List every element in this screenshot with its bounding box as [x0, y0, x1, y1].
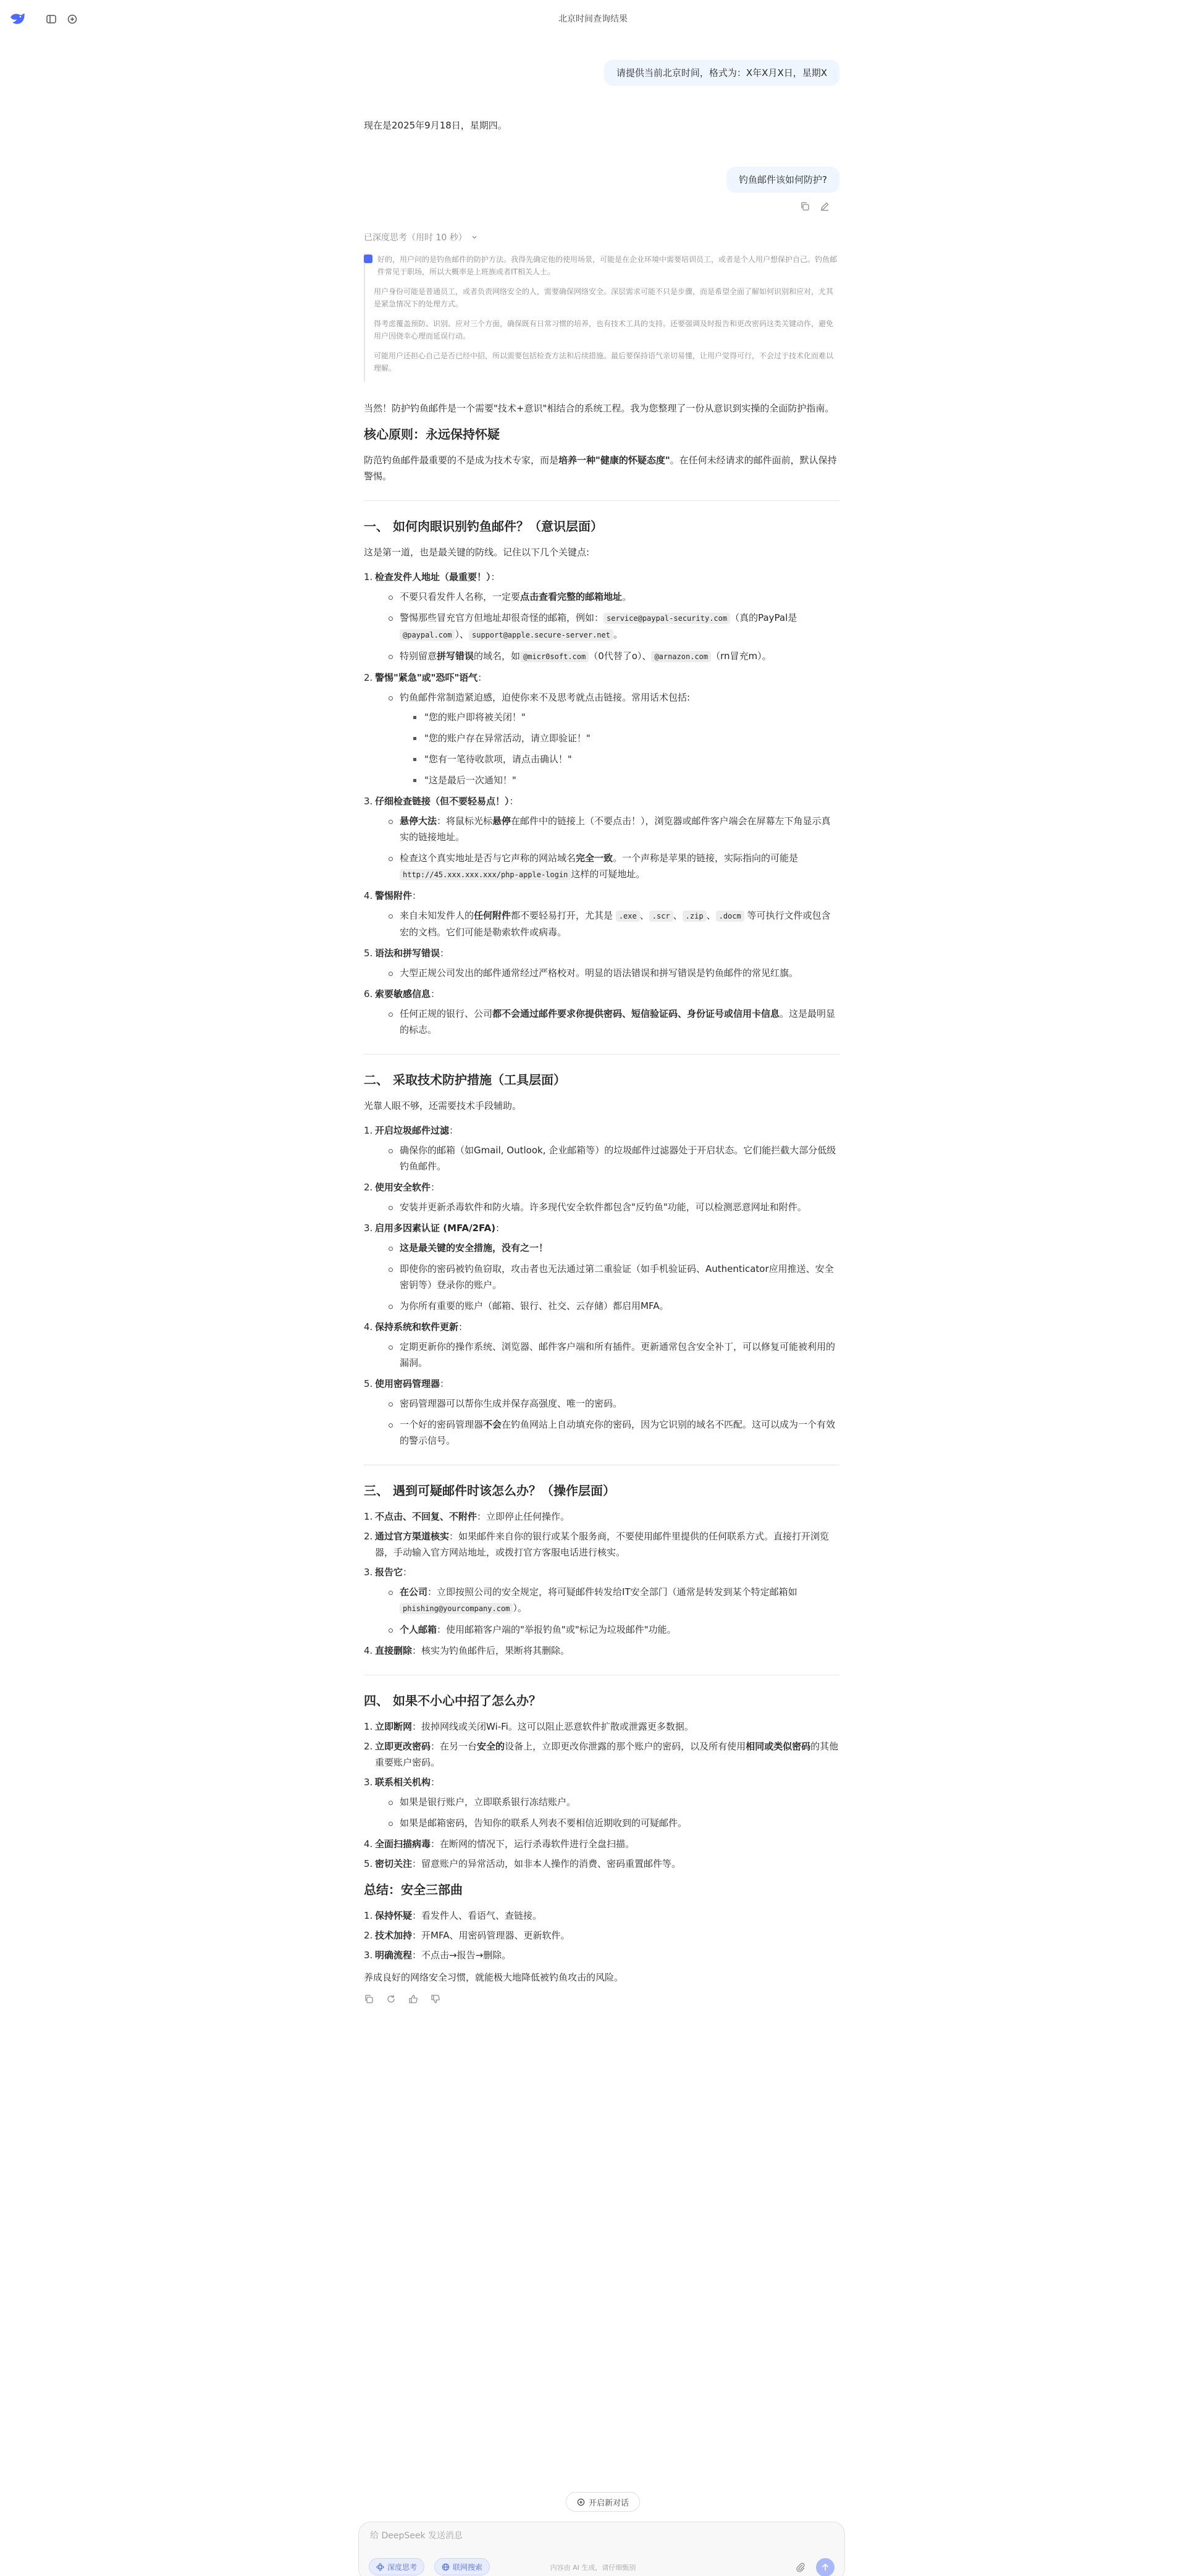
- numbered-list: [364, 1122, 839, 1449]
- list-item: 如果是邮箱密码，告知你的联系人列表不要相信近期收到的可疑邮件。: [387, 1815, 839, 1831]
- list-item: "您的账户即将被关闭！": [412, 709, 839, 725]
- new-chat-button[interactable]: [566, 2492, 640, 2512]
- list-item: 3. 启用多因素认证 (MFA/2FA)： 这是最关键的安全措施，没有之一！ 即使你的密码被钓鱼窃取，攻击者也无法通过第二重验证（如手机验证码、Authenticator应用推送、安全密钥等）登录你的账户。 为你所有重要的账户（邮箱、银行、社交、云存储）都启用MFA。: [364, 1220, 839, 1314]
- list-item: 3. 仔细检查链接（但不要轻易点！）： 悬停大法：将鼠标光标悬停在邮件中的链接上（不要点击！），浏览器或邮件客户端会在屏幕左下角显示真实的链接地址。 检查这个真实地址是否与它声称的网站域名完全一致。一个声称是苹果的链接，实际指向的可能是http://45.xxx.xxx.xxx/php-apple-login 这样的可疑地址。: [364, 793, 839, 883]
- list-item: 2. 通过官方渠道核实：如果邮件来自你的银行或某个服务商，不要使用邮件里提供的任何联系方式。直接打开浏览器，手动输入官方网站地址，或拨打官方客服电话进行核实。: [364, 1531, 830, 1558]
- list-item: 检查这个真实地址是否与它声称的网站域名完全一致。一个声称是苹果的链接，实际指向的可能是http://45.xxx.xxx.xxx/php-apple-login 这样的可疑地址。: [387, 850, 839, 883]
- list-item: 1. 不点击、不回复、不附件：立即停止任何操作。: [364, 1511, 570, 1522]
- thinking-paragraph: 用户身份可能是普通员工，或者负责网络安全的人，需要确保网络安全。深层需求可能不只是步骤，而是希望全面了解如何识别和应对，尤其是紧急情况下的处理方式。: [374, 287, 834, 308]
- list-item: 1. 保持怀疑：看发件人、看语气、查链接。: [364, 1910, 542, 1921]
- web-search-label: 联网搜索: [453, 2562, 483, 2572]
- list-item: 即使你的密码被钓鱼窃取，攻击者也无法通过第二重验证（如手机验证码、Authenticator应用推送、安全密钥等）登录你的账户。: [387, 1261, 839, 1293]
- thinking-content: [364, 253, 839, 382]
- numbered-list: [364, 1908, 839, 1963]
- thinking-paragraph: 可能用户还担心自己是否已经中招，所以需要包括检查方法和后续措施。最后要保持语气亲切易懂，让用户觉得可行，不会过于技术化而难以理解。: [374, 351, 834, 373]
- section-heading: 一、 如何肉眼识别钓鱼邮件？（意识层面）: [364, 519, 603, 534]
- user-message: 请提供当前北京时间，格式为：X年X月X日，星期X: [604, 60, 839, 86]
- list-item: 4. 全面扫描病毒：在断网的情况下，运行杀毒软件进行全盘扫描。: [364, 1838, 635, 1850]
- thinking-paragraph: 得考虑覆盖预防、识别、应对三个方面，确保既有日常习惯的培养，也有技术工具的支持。还要强调及时报告和更改密码这类关键动作，避免用户因侥幸心理而延误行动。: [374, 319, 834, 340]
- thumbs-down-icon[interactable]: [431, 1994, 440, 2004]
- new-chat-label: 开启新对话: [588, 2498, 629, 2508]
- list-item: 2. 使用安全软件： 安装并更新杀毒软件和防火墙。许多现代安全软件都包含"反钓鱼"功能，可以检测恶意网址和附件。: [364, 1179, 839, 1215]
- answer-paragraph: 这是第一道，也是最关键的防线。记住以下几个关键点:: [364, 547, 590, 558]
- list-item: 不要只看发件人名称，一定要点击查看完整的邮箱地址。: [387, 589, 839, 605]
- list-item: 定期更新你的操作系统、浏览器、邮件客户端和所有插件。更新通常包含安全补丁，可以修复可能被利用的漏洞。: [387, 1339, 839, 1371]
- answer-paragraph: 光靠人眼不够，还需要技术手段辅助。: [364, 1100, 522, 1111]
- list-item: 5. 密切关注：留意账户的异常活动，如非本人操作的消费、密码重置邮件等。: [364, 1858, 681, 1869]
- list-item: 3. 联系相关机构： 如果是银行账户，立即联系银行冻结账户。 如果是邮箱密码，告知你的联系人列表不要相信近期收到的可疑邮件。: [364, 1774, 839, 1831]
- deep-think-label: 深度思考: [387, 2562, 418, 2572]
- list-item: 2. 立即更改密码：在另一台安全的设备上，立即更改你泄露的那个账户的密码，以及所有使用相同或类似密码的其他重要账户密码。: [364, 1741, 839, 1768]
- list-item: 个人邮箱：使用邮箱客户端的"举报钓鱼"或"标记为垃圾邮件"功能。: [387, 1622, 839, 1638]
- deep-think-label: 已深度思考（用时 10 秒）: [364, 233, 467, 243]
- numbered-list: [364, 1509, 839, 1659]
- thinking-paragraph: 好的，用户问的是钓鱼邮件的防护方法。我得先确定他的使用场景，可能是在企业环境中需要培训员工，或者是个人用户想保护自己。钓鱼邮件常见于职场，所以大概率是上班族或者IT相关人士。: [377, 255, 838, 276]
- list-item: 大型正规公司发出的邮件通常经过严格校对。明显的语法错误和拼写错误是钓鱼邮件的常见红旗。: [387, 965, 839, 981]
- answer-intro: 当然！防护钓鱼邮件是一个需要"技术+意识"相结合的系统工程。我为您整理了一份从意识到实操的全面防护指南。: [364, 403, 835, 414]
- assistant-message: [364, 117, 839, 142]
- list-item: 一个好的密码管理器不会在钓鱼网站上自动填充你的密码，因为它识别的域名不匹配。这可以成为一个有效的警示信号。: [387, 1416, 839, 1449]
- list-item: 安装并更新杀毒软件和防火墙。许多现代安全软件都包含"反钓鱼"功能，可以检测恶意网址和附件。: [387, 1199, 839, 1215]
- section-heading: 三、 遇到可疑邮件时该怎么办？（操作层面）: [364, 1483, 615, 1498]
- list-item: 2. 技术加持：开MFA、用密码管理器、更新软件。: [364, 1930, 570, 1941]
- numbered-list: [364, 569, 839, 1038]
- list-item: 4. 直接删除：核实为钓鱼邮件后，果断将其删除。: [364, 1645, 570, 1656]
- list-item: 任何正规的银行、公司都不会通过邮件要求你提供密码、短信验证码、身份证号或信用卡信息。这是最明显的标志。: [387, 1006, 839, 1038]
- copy-icon[interactable]: [800, 201, 810, 211]
- answer-paragraph: 防范钓鱼邮件最重要的不是成为技术专家，而是培养一种"健康的怀疑态度"。在任何未经请求的邮件面前，默认保持警惕。: [364, 455, 837, 482]
- list-item: 5. 使用密码管理器： 密码管理器可以帮你生成并保存高强度、唯一的密码。 一个好的密码管理器不会在钓鱼网站上自动填充你的密码，因为它识别的域名不匹配。这可以成为一个有效的警示信号。: [364, 1376, 839, 1449]
- list-item: 钓鱼邮件常制造紧迫感，迫使你来不及思考就点击链接。常用话术包括: "您的账户即将被关闭！" "您的账户存在异常活动，请立即验证！" "您有一笔待收款项，请点击确认！" "这是最后一次通知！": [387, 689, 839, 788]
- thinking-icon: [364, 255, 372, 263]
- section-heading: 总结：安全三部曲: [364, 1882, 463, 1897]
- list-item: 在公司：立即按照公司的安全规定，将可疑邮件转发给IT安全部门（通常是转发到某个特定邮箱如 phishing@yourcompany.com ）。: [387, 1584, 839, 1617]
- list-item: 来自未知发件人的任何附件都不要轻易打开，尤其是 .exe 、 .scr 、 .zip 、 .docm 等可执行文件或包含宏的文档。它们可能是勒索软件或病毒。: [387, 907, 839, 940]
- list-item: 警惕那些冒充官方但地址却很奇怪的邮箱，例如： service@paypal-security.com （真的PayPal是@paypal.com ）、 support@apple.secure-server.net 。: [387, 610, 839, 643]
- list-item: 确保你的邮箱（如Gmail, Outlook, 企业邮箱等）的垃圾邮件过滤器处于开启状态。它们能拦截大部分低级钓鱼邮件。: [387, 1142, 839, 1174]
- list-item: 2. 警惕"紧急"或"恐吓"语气： 钓鱼邮件常制造紧迫感，迫使你来不及思考就点击链接。常用话术包括: "您的账户即将被关闭！" "您的账户存在异常活动，请立即验证！" "您有一笔待收款项，请点击确认！" "这是最后一次通知！": [364, 670, 839, 788]
- list-item: 4. 保持系统和软件更新： 定期更新你的操作系统、浏览器、邮件客户端和所有插件。更新通常包含安全补丁，可以修复可能被利用的漏洞。: [364, 1319, 839, 1371]
- section-heading: 四、 如果不小心中招了怎么办？: [364, 1693, 541, 1708]
- list-item: 3. 报告它： 在公司：立即按照公司的安全规定，将可疑邮件转发给IT安全部门（通常是转发到某个特定邮箱如 phishing@yourcompany.com ）。 个人邮箱：使用邮箱客户端的"举报钓鱼"或"标记为垃圾邮件"功能。: [364, 1564, 839, 1638]
- section-heading: 核心原则：永远保持怀疑: [364, 427, 500, 442]
- new-chat-icon: [577, 2498, 585, 2506]
- answer-closing: 养成良好的网络安全习惯，就能极大地降低被钓鱼攻击的风险。: [364, 1972, 624, 1983]
- numbered-list: [364, 1719, 839, 1872]
- disclaimer-text: 内容由 AI 生成，请仔细甄别: [550, 2564, 636, 2572]
- assistant-message: [364, 400, 839, 2004]
- list-item: "您有一笔待收款项，请点击确认！": [412, 751, 839, 767]
- copy-icon[interactable]: [364, 1994, 374, 2004]
- list-item: 6. 索要敏感信息： 任何正规的银行、公司都不会通过邮件要求你提供密码、短信验证码、身份证号或信用卡信息。这是最明显的标志。: [364, 986, 839, 1038]
- user-message-actions: [800, 201, 830, 211]
- list-item: 3. 明确流程：不点击→报告→删除。: [364, 1950, 511, 1961]
- list-item: 密码管理器可以帮你生成并保存高强度、唯一的密码。: [387, 1395, 839, 1412]
- answer-text: 现在是2025年9月18日，星期四。: [364, 120, 507, 131]
- deep-think-toggle[interactable]: [364, 231, 478, 243]
- list-item: 1. 立即断网：拔掉网线或关闭Wi-Fi。这可以阻止恶意软件扩散或泄露更多数据。: [364, 1721, 694, 1732]
- section-heading: 二、 采取技术防护措施（工具层面）: [364, 1072, 566, 1087]
- list-item: 如果是银行账户，立即联系银行冻结账户。: [387, 1794, 839, 1810]
- chevron-down-icon: [471, 234, 478, 241]
- regenerate-icon[interactable]: [386, 1994, 396, 2004]
- list-item: "您的账户存在异常活动，请立即验证！": [412, 730, 839, 746]
- thumbs-up-icon[interactable]: [408, 1994, 418, 2004]
- list-item: 特别留意拼写错误的域名，如 @micr0soft.com （0代替了o）、 @arnazon.com （rn冒充m）。: [387, 648, 839, 665]
- page-title: 北京时间查询结果: [558, 14, 628, 24]
- user-message: 钓鱼邮件该如何防护?: [726, 167, 839, 193]
- list-item: 4. 警惕附件： 来自未知发件人的任何附件都不要轻易打开，尤其是 .exe 、 .scr 、 .zip 、 .docm 等可执行文件或包含宏的文档。它们可能是勒索软件或病毒。: [364, 888, 839, 940]
- list-item: 1. 开启垃圾邮件过滤： 确保你的邮箱（如Gmail, Outlook, 企业邮箱等）的垃圾邮件过滤器处于开启状态。它们能拦截大部分低级钓鱼邮件。: [364, 1122, 839, 1174]
- list-item: 1. 检查发件人地址（最重要！）： 不要只看发件人名称，一定要点击查看完整的邮箱地址。 警惕那些冒充官方但地址却很奇怪的邮箱，例如： service@paypal-security.com （真的PayPal是@paypal.com ）、 support@apple.secure-server.net 。 特别留意拼写错误的域名，如 @micr0soft.com （0代替了o）、 @arnazon.com （rn冒充m）。: [364, 569, 839, 665]
- divider: [364, 500, 839, 501]
- list-item: 悬停大法：将鼠标光标悬停在邮件中的链接上（不要点击！），浏览器或邮件客户端会在屏幕左下角显示真实的链接地址。: [387, 813, 839, 845]
- answer-actions: [364, 1994, 839, 2004]
- list-item: 这是最关键的安全措施，没有之一！: [387, 1240, 839, 1256]
- list-item: "这是最后一次通知！": [412, 772, 839, 788]
- message-input[interactable]: [370, 2531, 827, 2541]
- edit-icon[interactable]: [820, 201, 830, 211]
- list-item: 5. 语法和拼写错误： 大型正规公司发出的邮件通常经过严格校对。明显的语法错误和拼写错误是钓鱼邮件的常见红旗。: [364, 945, 839, 981]
- top-bar: [0, 0, 1186, 40]
- list-item: 为你所有重要的账户（邮箱、银行、社交、云存储）都启用MFA。: [387, 1298, 839, 1314]
